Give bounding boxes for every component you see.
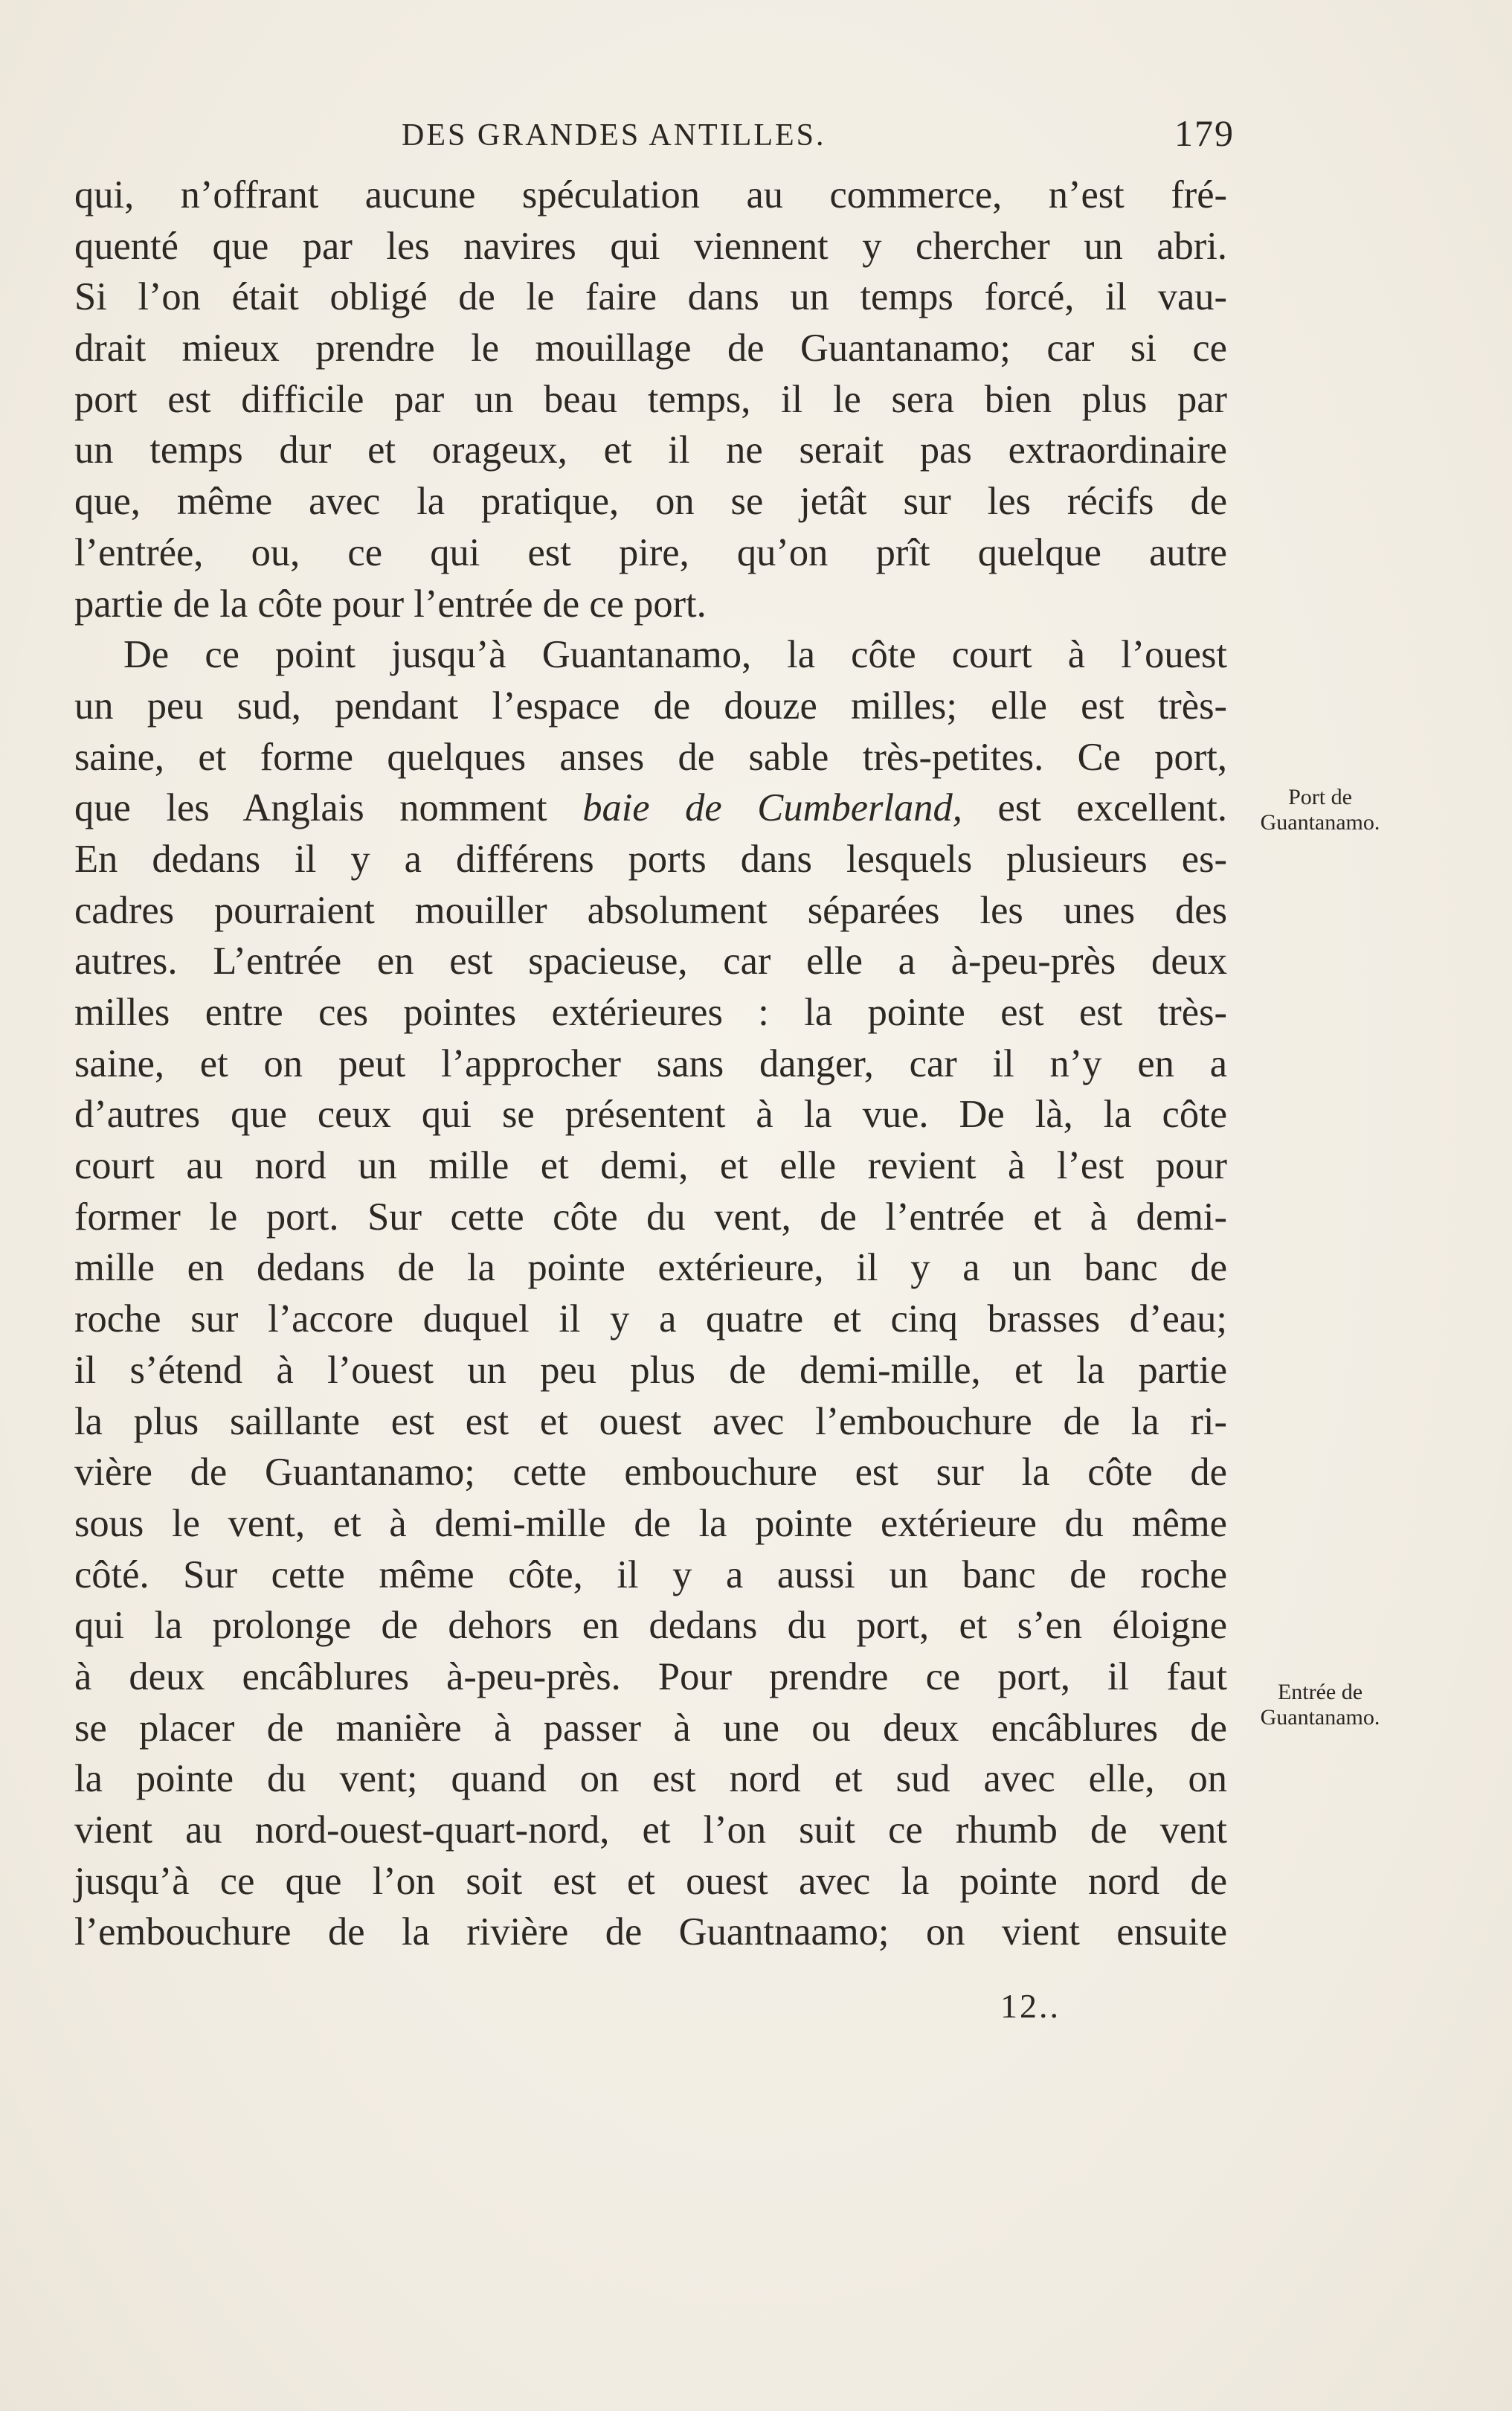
- text-line: l’embouchure de la rivière de Guantnaamo; on vient ensuite: [74, 1910, 1227, 1954]
- page-header: [74, 112, 1235, 164]
- text-line: drait mieux prendre le mouillage de Guantanamo; car si ce: [74, 327, 1227, 370]
- text-line: qui la prolonge de dehors en dedans du port, et s’en éloigne: [74, 1604, 1227, 1648]
- running-title: DES GRANDES ANTILLES.: [402, 118, 826, 153]
- text-line: jusqu’à ce que l’on soit est et ouest avec la pointe nord de: [74, 1859, 1227, 1903]
- text-line: En dedans il y a différens ports dans lesquels plusieurs es-: [74, 837, 1227, 881]
- text-line: Si l’on était obligé de le faire dans un temps forcé, il vau-: [74, 275, 1227, 319]
- text-line: un temps dur et orageux, et il ne serait pas extraordinaire: [74, 428, 1227, 472]
- text-line: vière de Guantanamo; cette embouchure est sur la côte de: [74, 1451, 1227, 1495]
- text-line: qui, n’offrant aucune spéculation au commerce, n’est fré-: [74, 173, 1227, 216]
- text-line: roche sur l’accore duquel il y a quatre et cinq brasses d’eau;: [74, 1297, 1227, 1341]
- text-segment: est excellent.: [997, 786, 1228, 830]
- margin-note-line: Guantanamo.: [1260, 810, 1380, 835]
- text-line: se placer de manière à passer à une ou deux encâblures de: [74, 1706, 1227, 1750]
- text-line: il s’étend à l’ouest un peu plus de demi-mille, et la partie: [74, 1348, 1227, 1392]
- text-line: former le port. Sur cette côte du vent, de l’entrée et à demi-: [74, 1195, 1227, 1239]
- text-segment: que les Anglais nomment: [74, 786, 547, 830]
- text-line: la pointe du vent; quand on est nord et sud avec elle, on: [74, 1757, 1227, 1801]
- text-line: saine, et forme quelques anses de sable très-petites. Ce port,: [74, 735, 1227, 779]
- text-line: milles entre ces pointes extérieures : la pointe est est très-: [74, 991, 1227, 1034]
- margin-note-line: Guantanamo.: [1260, 1705, 1380, 1730]
- text-line: saine, et on peut l’approcher sans danger, car il n’y en a: [74, 1041, 1227, 1085]
- text-line: mille en dedans de la pointe extérieure, il y a un banc de: [74, 1246, 1227, 1290]
- text-line: sous le vent, et à demi-mille de la pointe extérieure du même: [74, 1501, 1227, 1545]
- page-number: 179: [1174, 112, 1235, 154]
- text-line: un peu sud, pendant l’espace de douze milles; elle est très-: [74, 684, 1227, 728]
- text-line: [74, 783, 1227, 834]
- margin-note-entree: [1231, 1680, 1409, 1730]
- text-line: l’entrée, ou, ce qui est pire, qu’on prît quelque autre: [74, 530, 1227, 574]
- text-line: que, même avec la pratique, on se jetât sur les récifs de: [74, 480, 1227, 524]
- text-line: autres. L’entrée en est spacieuse, car elle a à-peu-près deux: [74, 940, 1227, 983]
- margin-note-line: Entrée de: [1277, 1680, 1363, 1704]
- text-line: la plus saillante est est et ouest avec l’embouchure de la ri-: [74, 1399, 1227, 1443]
- text-line: à deux encâblures à-peu-près. Pour prendre ce port, il faut: [74, 1654, 1227, 1698]
- signature-mark: 12..: [1000, 1987, 1061, 2025]
- text-line: d’autres que ceux qui se présentent à la vue. De là, la côte: [74, 1093, 1227, 1137]
- text-line: port est difficile par un beau temps, il le sera bien plus par: [74, 377, 1227, 421]
- body-text: [74, 170, 1227, 1958]
- text-line: quenté que par les navires qui viennent y chercher un abri.: [74, 224, 1227, 268]
- margin-note-port: [1235, 785, 1406, 835]
- text-line: vient au nord-ouest-quart-nord, et l’on suit ce rhumb de vent: [74, 1808, 1227, 1852]
- text-line: cadres pourraient mouiller absolument séparées les unes des: [74, 888, 1227, 932]
- italic-place-name: baie de Cumberland,: [582, 786, 962, 830]
- text-line: court au nord un mille et demi, et elle revient à l’est pour: [74, 1144, 1227, 1188]
- text-line: côté. Sur cette même côte, il y a aussi un banc de roche: [74, 1553, 1227, 1596]
- margin-note-line: Port de: [1288, 785, 1352, 809]
- text-line: De ce point jusqu’à Guantanamo, la côte court à l’ouest: [123, 633, 1227, 677]
- text-line: partie de la côte pour l’entrée de ce port.: [74, 582, 707, 626]
